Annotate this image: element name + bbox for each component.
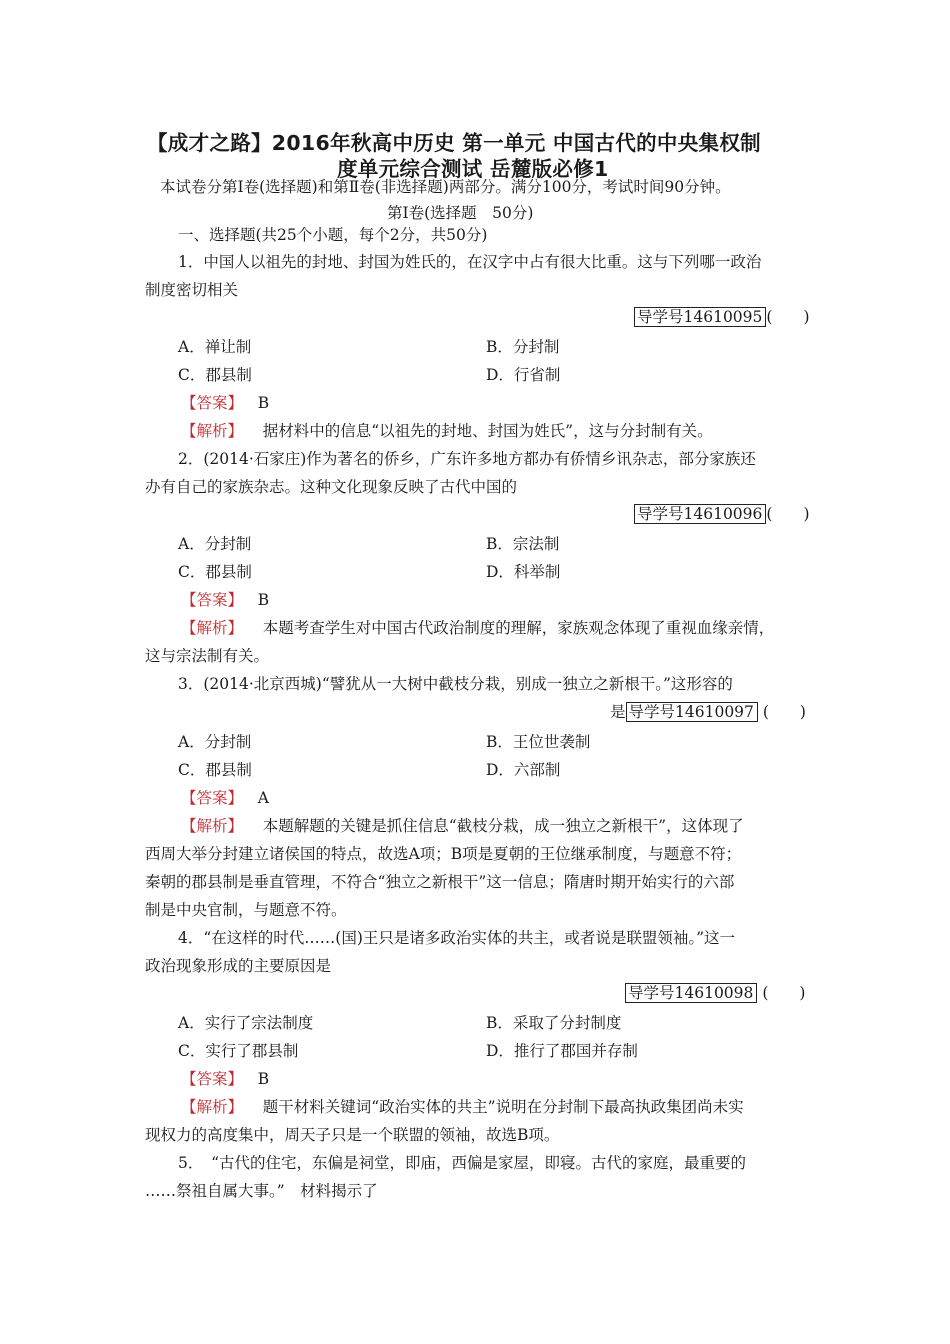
analysis-label: 【解析】: [181, 817, 244, 835]
analysis-text: 本题考查学生对中国古代政治制度的理解，家族观念体现了重视血缘亲情，: [262, 619, 775, 637]
answer-paren: ( ): [766, 505, 810, 523]
question-3-analysis-line-4: 制是中央官制，与题意不符。: [145, 901, 347, 919]
question-4-stem-line-1: 4．“在这样的时代……(国)王只是诸多政治实体的共主，或者说是联盟领袖。”这一: [178, 929, 736, 947]
analysis-label: 【解析】: [181, 422, 244, 440]
guide-number-box: 导学号14610097: [626, 702, 758, 722]
answer-value: B: [257, 1070, 270, 1088]
answer-paren: ( ): [762, 703, 806, 721]
guide-number-box: 导学号14610098: [625, 983, 757, 1003]
section-heading: 一、选择题(共25个小题，每个2分，共50分): [178, 226, 488, 244]
question-2-option-b: B．宗法制: [486, 535, 560, 553]
stem-tail: 是: [610, 703, 626, 721]
analysis-text: 据材料中的信息“以祖先的封地、封国为姓氏”，这与分封制有关。: [262, 422, 713, 440]
question-2-stem-line-1: 2．(2014·石家庄)作为著名的侨乡，广东许多地方都办有侨情乡讯杂志，部分家族还: [178, 450, 756, 468]
question-1-answer: [181, 393, 269, 413]
question-5-stem-line-1: 5． “古代的住宅，东偏是祠堂，即庙，西偏是家屋，即寝。古代的家庭，最重要的: [178, 1154, 747, 1172]
question-4-guide-number: [625, 983, 805, 1003]
answer-label: 【答案】: [181, 591, 244, 609]
analysis-text: 本题解题的关键是抓住信息“截枝分栽，成一独立之新根干”，这体现了: [262, 817, 744, 835]
question-1-option-a: A．禅让制: [178, 338, 252, 356]
question-3-option-a: A．分封制: [178, 733, 252, 751]
question-3-analysis-line-2: 西周大举分封建立诸侯国的特点，故选A项；B项是夏朝的王位继承制度，与题意不符；: [145, 845, 742, 863]
document-title-line-2: 度单元综合测试 岳麓版必修1: [337, 157, 609, 181]
answer-value: B: [257, 591, 270, 609]
question-2-analysis-line-1: [181, 618, 774, 638]
question-1-option-b: B．分封制: [486, 338, 560, 356]
question-3-option-d: D．六部制: [486, 761, 561, 779]
question-4-option-b: B．采取了分封制度: [486, 1014, 622, 1032]
question-5-stem-line-2: ……祭祖自属大事。” 材料揭示了: [145, 1182, 378, 1200]
question-4-option-a: A．实行了宗法制度: [178, 1014, 314, 1032]
volume-heading: 第Ⅰ卷(选择题 50分): [387, 204, 534, 222]
answer-label: 【答案】: [181, 394, 244, 412]
answer-label: 【答案】: [181, 1070, 244, 1088]
guide-number-box: 导学号14610095: [634, 307, 766, 327]
question-4-option-c: C．实行了郡县制: [178, 1042, 299, 1060]
answer-value: B: [257, 394, 270, 412]
answer-value: A: [257, 789, 269, 807]
guide-number-box: 导学号14610096: [634, 504, 766, 524]
question-4-option-d: D．推行了郡国并存制: [486, 1042, 638, 1060]
question-3-stem-line-2: [610, 702, 806, 722]
question-2-option-d: D．科举制: [486, 563, 561, 581]
question-1-option-d: D．行省制: [486, 366, 561, 384]
answer-label: 【答案】: [181, 789, 244, 807]
question-1-stem-line-2: 制度密切相关: [145, 281, 239, 299]
question-4-analysis-line-2: 现权力的高度集中，周天子只是一个联盟的领袖，故选B项。: [145, 1126, 560, 1144]
question-3-stem-line-1: 3．(2014·北京西城)“譬犹从一大树中截枝分栽，别成一独立之新根干。”这形容的: [178, 675, 733, 693]
question-1-stem-line-1: 1．中国人以祖先的封地、封国为姓氏的，在汉字中占有很大比重。这与下列哪一政治: [178, 253, 762, 271]
question-2-option-c: C．郡县制: [178, 563, 252, 581]
question-2-option-a: A．分封制: [178, 535, 252, 553]
question-1-analysis: [181, 421, 713, 441]
question-4-answer: [181, 1069, 269, 1089]
question-3-option-c: C．郡县制: [178, 761, 252, 779]
analysis-text: 题干材料关键词“政治实体的共主”说明在分封制下最高执政集团尚未实: [262, 1098, 744, 1116]
question-2-stem-line-2: 办有自己的家族杂志。这种文化现象反映了古代中国的: [145, 478, 518, 496]
question-2-answer: [181, 590, 269, 610]
question-1-option-c: C．郡县制: [178, 366, 252, 384]
analysis-label: 【解析】: [181, 619, 244, 637]
question-3-analysis-line-3: 秦朝的郡县制是垂直管理，不符合“独立之新根干”这一信息；隋唐时期开始实行的六部: [145, 873, 735, 891]
question-3-analysis-line-1: [181, 816, 744, 836]
question-3-answer: [181, 788, 269, 808]
question-2-guide-number: [634, 504, 810, 524]
answer-paren: ( ): [762, 984, 806, 1002]
question-2-analysis-line-2: 这与宗法制有关。: [145, 647, 270, 665]
exam-intro: 本试卷分第Ⅰ卷(选择题)和第Ⅱ卷(非选择题)两部分。满分100分，考试时间90分钟。: [160, 178, 731, 196]
question-4-analysis-line-1: [181, 1097, 744, 1117]
analysis-label: 【解析】: [181, 1098, 244, 1116]
question-3-option-b: B．王位世袭制: [486, 733, 591, 751]
question-1-guide-number: [634, 307, 810, 327]
document-title-line-1: 【成才之路】2016年秋高中历史 第一单元 中国古代的中央集权制: [147, 131, 761, 155]
answer-paren: ( ): [766, 308, 810, 326]
question-4-stem-line-2: 政治现象形成的主要原因是: [145, 957, 332, 975]
